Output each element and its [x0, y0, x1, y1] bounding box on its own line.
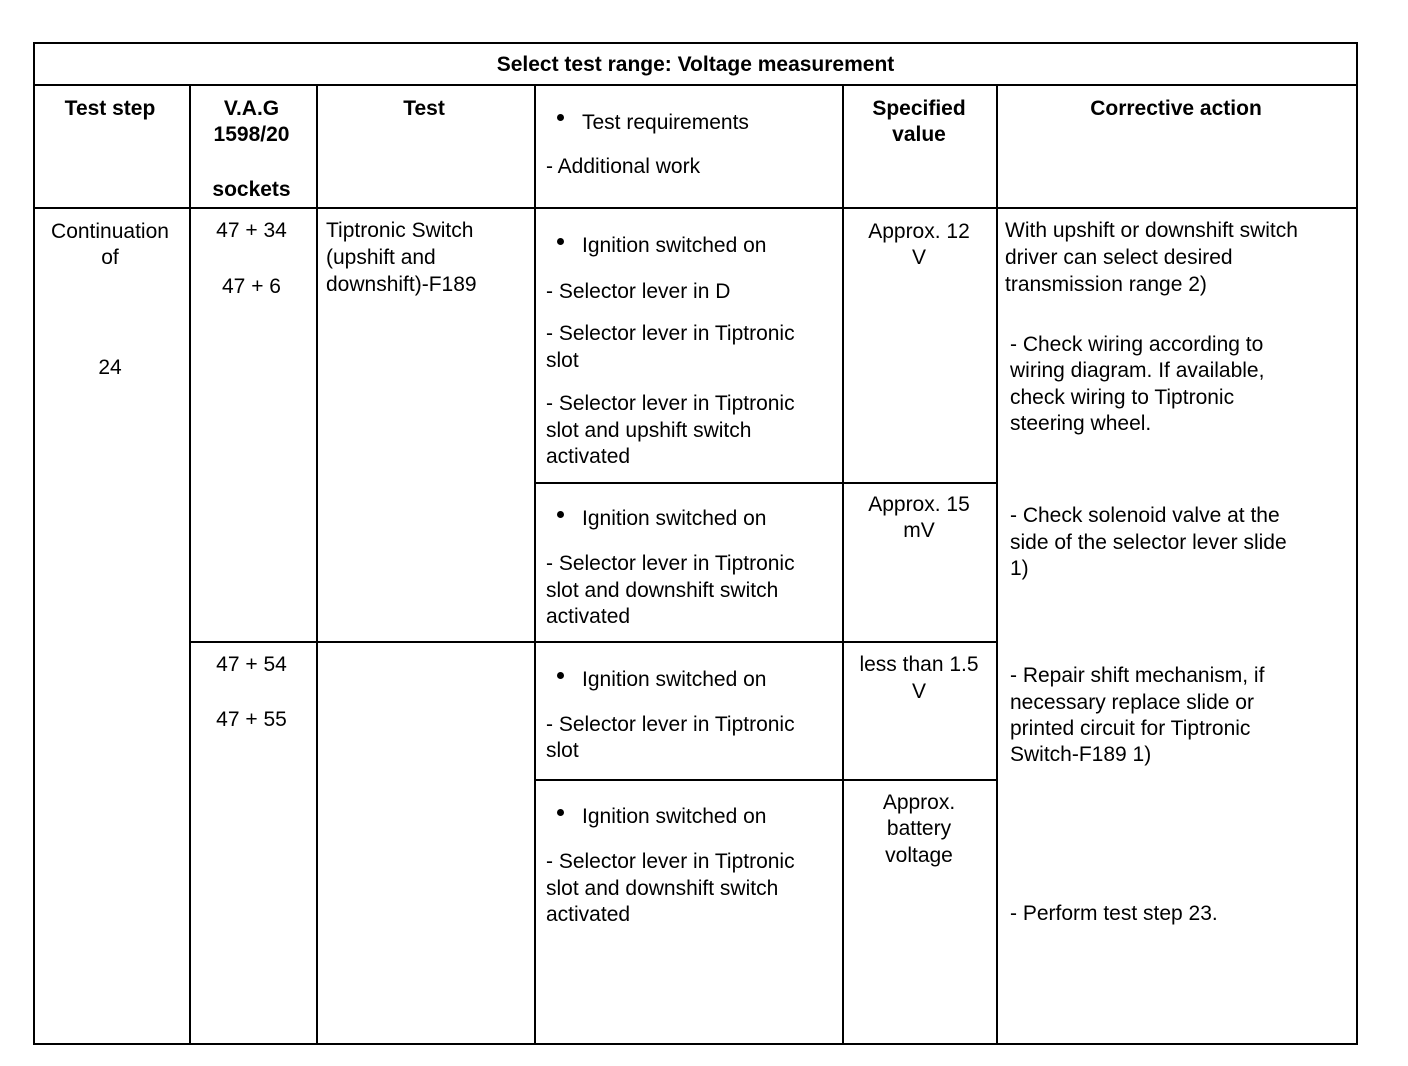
socket-pair: 47 + 6 — [222, 275, 281, 298]
corrective-action-line: side of the selector lever slide — [1010, 531, 1287, 554]
socket-pair: 47 + 54 — [216, 653, 287, 676]
specified-value: Approx. — [882, 791, 956, 814]
test-name-line: Tiptronic Switch — [326, 219, 474, 242]
work-line: - Selector lever in D — [546, 280, 731, 303]
specified-value: mV — [903, 519, 935, 542]
title-divider — [33, 84, 1358, 86]
specified-value: V — [911, 680, 926, 703]
specified-value: voltage — [885, 844, 953, 867]
requirement-label: Ignition switched on — [582, 805, 767, 828]
header-additional-work: - Additional work — [546, 155, 701, 178]
corrective-action-line: - Check solenoid valve at the — [1010, 504, 1280, 527]
header-vag-line3: sockets — [212, 178, 291, 201]
col-divider-5 — [996, 84, 998, 1045]
corrective-action-line: check wiring to Tiptronic — [1010, 386, 1235, 409]
corrective-action-line: steering wheel. — [1010, 412, 1152, 435]
header-divider — [33, 207, 1358, 209]
specified-value: Approx. 12 — [868, 220, 970, 243]
row3-divider — [535, 779, 998, 781]
work-line: - Selector lever in Tiptronic — [546, 850, 795, 873]
work-line: slot and downshift switch — [546, 877, 779, 900]
corrective-intro-line: transmission range 2) — [1005, 273, 1207, 296]
row2-divider — [190, 641, 998, 643]
corrective-intro-line: With upshift or downshift switch — [1005, 219, 1298, 242]
test-name-line: downshift)-F189 — [326, 273, 477, 296]
test-name-line: (upshift and — [326, 246, 436, 269]
corrective-action-line: - Check wiring according to — [1010, 333, 1264, 356]
bullet-icon — [557, 672, 564, 679]
corrective-intro-line: driver can select desired — [1005, 246, 1233, 269]
corrective-action-line: - Perform test step 23. — [1010, 902, 1218, 925]
corrective-action-line: necessary replace slide or — [1010, 691, 1254, 714]
work-line: - Selector lever in Tiptronic — [546, 713, 795, 736]
col-divider-2 — [316, 84, 318, 1045]
corrective-action-line: printed circuit for Tiptronic — [1010, 717, 1251, 740]
header-vag-line2: 1598/20 — [213, 123, 290, 146]
requirement-label: Ignition switched on — [582, 668, 767, 691]
corrective-action-line: - Repair shift mechanism, if — [1010, 664, 1265, 687]
work-line: activated — [546, 605, 631, 628]
bullet-icon — [557, 809, 564, 816]
col-divider-3 — [534, 84, 536, 1045]
specified-value: V — [911, 246, 926, 269]
test-step-line2: of — [101, 246, 119, 269]
specified-value: battery — [886, 817, 952, 840]
work-line: slot and upshift switch — [546, 419, 752, 442]
header-specified-line2: value — [892, 123, 946, 146]
specified-value: less than 1.5 — [859, 653, 979, 676]
header-specified-line1: Specified — [872, 97, 966, 120]
corrective-action-line: wiring diagram. If available, — [1010, 359, 1265, 382]
bullet-icon — [557, 511, 564, 518]
bullet-icon — [557, 114, 564, 121]
bullet-icon — [557, 238, 564, 245]
work-line: - Selector lever in Tiptronic — [546, 552, 795, 575]
work-line: activated — [546, 445, 631, 468]
header-test: Test — [403, 97, 445, 120]
requirement-label: Ignition switched on — [582, 234, 767, 257]
corrective-action-line: Switch-F189 1) — [1010, 743, 1152, 766]
work-line: slot — [546, 349, 579, 372]
header-vag-line1: V.A.G — [223, 97, 280, 120]
work-line: - Selector lever in Tiptronic — [546, 322, 795, 345]
test-step-number: 24 — [98, 356, 122, 379]
test-step-line1: Continuation — [51, 220, 169, 243]
socket-pair: 47 + 34 — [216, 219, 287, 242]
work-line: - Selector lever in Tiptronic — [546, 392, 795, 415]
requirement-label: Ignition switched on — [582, 507, 767, 530]
work-line: slot — [546, 739, 579, 762]
header-corrective-action: Corrective action — [1090, 97, 1262, 120]
row1-divider — [535, 482, 998, 484]
table-title: Select test range: Voltage measurement — [496, 53, 895, 76]
work-line: slot and downshift switch — [546, 579, 779, 602]
work-line: activated — [546, 903, 631, 926]
specified-value: Approx. 15 — [868, 493, 970, 516]
header-requirements: Test requirements — [582, 111, 749, 134]
corrective-action-line: 1) — [1010, 557, 1029, 580]
socket-pair: 47 + 55 — [216, 708, 287, 731]
header-test-step: Test step — [64, 97, 156, 120]
